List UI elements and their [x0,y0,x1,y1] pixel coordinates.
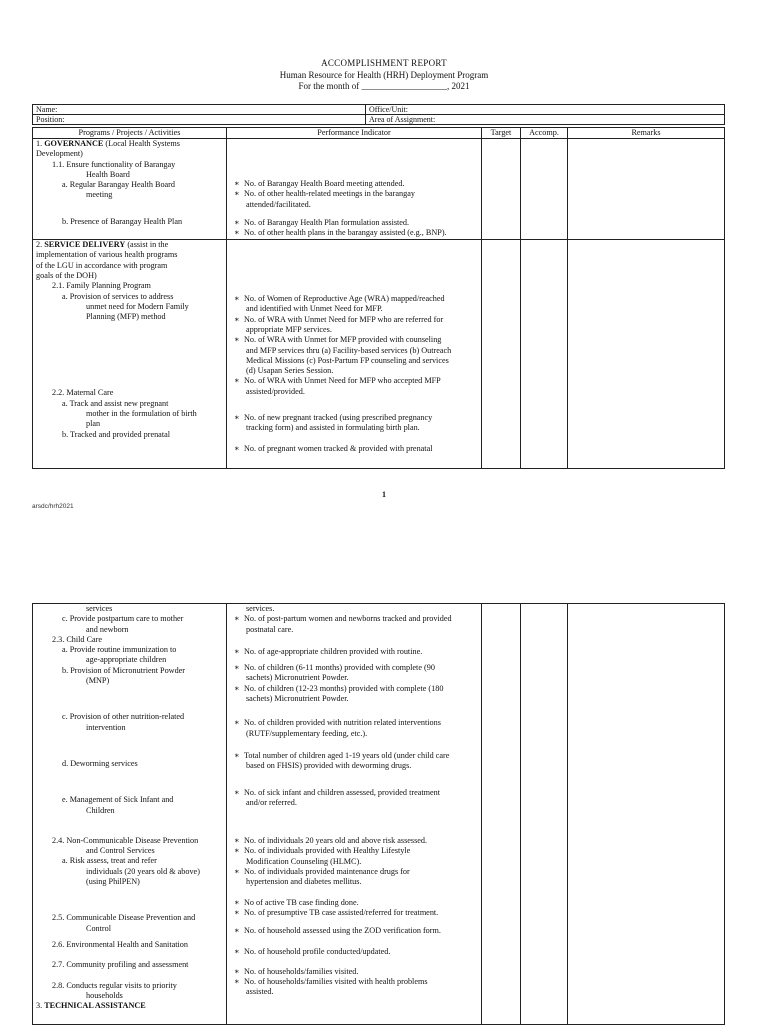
programs-cell [33,139,227,240]
program-heading [36,1001,223,1011]
remarks-cell [568,604,725,1025]
spacer [36,901,223,913]
program-line: (using PhilPEN) [86,877,140,887]
indicator-line: sachets) Micronutrient Powder. [246,694,349,704]
program-line: e. Management of Sick Infant and [62,795,174,805]
program-line: 2.7. Community profiling and assessment [52,960,189,970]
spacer [36,733,223,747]
position-field: Position: [33,115,366,125]
program-line: 1.1. Ensure functionality of Barangay [52,159,176,169]
accomp-cell [521,139,568,240]
programs-cell [33,604,227,1025]
program-line: Control [86,923,112,933]
spacer [230,254,478,268]
indicator-line: postnatal care. [246,624,294,634]
spacer [36,336,223,350]
heading-bold: SERVICE DELIVERY [44,240,126,250]
target-cell [482,240,521,469]
program-line: c. Provision of other nutrition-related [62,712,185,722]
indicator-line: ∗ No of active TB case finding done. [230,898,478,908]
program-line: mother in the formulation of birth [86,409,197,419]
program-line: 2.8. Conducts regular visits to priority [52,980,177,990]
indicators-cell [227,240,482,469]
spacer [36,769,223,783]
indicator-line: ∗ No. of Barangay Health Board meeting attended. [230,179,478,189]
indicator-line: ∗ No. of household profile conducted/updated. [230,947,478,957]
footer-code: arsdc/hrh2021 [32,503,74,510]
spacer [36,378,223,388]
indicator-line: and identified with Unmet Need for MFP. [246,304,383,314]
table-row [33,139,725,240]
area-field: Area of Assignment: [366,115,725,125]
spacer [230,739,478,751]
accomp-cell [521,240,568,469]
col-programs: Programs / Projects / Activities [33,128,227,139]
indicator-line: and/or referred. [246,797,297,807]
indicator-line: Medical Missions (c) Post-Partum FP counseling and services [246,355,449,365]
page-gap [0,520,768,600]
program-line: Planning (MFP) method [86,312,166,322]
indicator-line: ∗ No. of WRA with Unmet Need for MFP who accepted MFP [230,376,478,386]
program-line: goals of the DOH) [36,270,97,280]
spacer [36,700,223,712]
heading-rest: (Local Health Systems [103,139,180,148]
program-line: 2.3. Child Care [52,634,103,644]
spacer [230,282,478,294]
program-line: Children [86,805,115,815]
indicator-line: ∗ No. of WRA with Unmet Need for MFP who are referred for [230,315,478,325]
program-line: implementation of various health programs [36,250,178,260]
spacer [230,957,478,967]
program-line: unmet need for Modern Family [86,301,189,311]
program-line: services [86,604,113,613]
indicator-line: ∗ No. of WRA with Unmet for MFP provided with counseling [230,335,478,345]
spacer [36,201,223,217]
col-target: Target [482,128,521,139]
indicator-line: ∗ No. of pregnant women tracked & provided with prenatal [230,444,478,454]
program-name: Human Resource for Health (HRH) Deployment Program [279,70,489,80]
table-row [33,604,725,1025]
indicator-line: based on FHSIS) provided with deworming drugs. [246,761,412,771]
spacer [36,816,223,830]
program-line: 2.5. Communicable Disease Prevention and [52,913,196,923]
indicator-line: ∗ No. of households/families visited. [230,967,478,977]
spacer [230,240,478,254]
spacer [36,227,223,239]
office-field: Office/Unit: [366,105,725,115]
target-cell [482,604,521,1025]
indicator-line: and MFP services thru (a) Facility-based services (b) Outreach [246,345,452,355]
spacer [36,950,223,960]
spacer [230,635,478,647]
spacer [230,167,478,179]
program-line: individuals (20 years old & above) [86,866,200,876]
page-two [0,600,768,1024]
indicator-line: ∗ No. of children provided with nutrition related interventions [230,718,478,728]
indicator-line: assisted. [246,987,274,997]
program-line: b. Provision of Micronutrient Powder [62,665,186,675]
spacer [36,783,223,795]
spacer [36,971,223,981]
indicator-line: ∗ No. of individuals 20 years old and above risk assessed. [230,836,478,846]
spacer [36,747,223,759]
col-remarks: Remarks [568,128,725,139]
table-header-row [33,128,725,139]
remarks-cell [568,139,725,240]
program-line: and newborn [86,624,129,634]
program-line: of the LGU in accordance with program [36,260,168,270]
program-line: 2.6. Environmental Health and Sanitation [52,939,188,949]
program-line: age-appropriate children [86,655,167,665]
indicator-line: ∗ No. of individuals provided maintenance drugs for [230,867,478,877]
indicator-line: ∗ No. of presumptive TB case assisted/referred for treatment. [230,908,478,918]
spacer [36,350,223,364]
indicator-line: ∗ Total number of children aged 1-19 years old (under child care [230,751,478,761]
program-line: c. Provide postpartum care to mother [62,614,184,624]
programs-cell [33,240,227,469]
spacer [230,139,478,153]
indicator-line: ∗ No. of household assessed using the ZOD verification form. [230,926,478,936]
employee-info-table [32,104,725,125]
col-accomp: Accomp. [521,128,568,139]
page-number: 1 [382,490,386,499]
program-line: b. Tracked and provided prenatal [62,429,170,439]
heading-rest: (assist in the [125,240,169,250]
heading-number: 1. [36,139,45,148]
spacer [36,322,223,336]
indicator-line: hypertension and diabetes mellitus. [246,877,362,887]
indicator-line: ∗ No. of children (6-11 months) provided with complete (90 [230,663,478,673]
indicator-line: attended/facilitated. [246,199,311,209]
program-line: intervention [86,722,126,732]
spacer [230,397,478,413]
program-line: a. Track and assist new pregnant [62,398,169,408]
remarks-cell [568,240,725,469]
program-line: households [86,990,123,1000]
spacer [36,686,223,700]
spacer [230,772,478,788]
indicator-line: services. [246,604,275,613]
accomp-cell [521,604,568,1025]
report-title: ACCOMPLISHMENT REPORT [321,58,447,68]
program-line: plan [86,419,101,429]
spacer [36,364,223,378]
indicator-line: sachets) Micronutrient Powder. [246,673,349,683]
indicator-line: ∗ No. of other health plans in the barangay assisted (e.g., BNP). [230,228,478,238]
spacer [230,808,478,824]
accomplishment-table [32,127,725,469]
indicator-line: ∗ No. of other health-related meetings in the barangay [230,189,478,199]
spacer [230,210,478,218]
spacer [230,937,478,947]
indicator-line: ∗ No. of households/families visited with health problems [230,977,478,987]
spacer [230,434,478,444]
program-heading [36,240,223,250]
heading-bold: GOVERNANCE [44,139,104,148]
program-line: and Control Services [86,846,155,856]
indicator-line: (d) Usapan Series Session. [246,366,334,376]
indicators-cell [227,604,482,1025]
indicator-line: ∗ No. of new pregnant tracked (using prescribed pregnancy [230,413,478,423]
spacer [230,704,478,718]
table-row [33,240,725,469]
program-line: a. Provision of services to address [62,291,174,301]
indicator-line: ∗ No. of sick infant and children assessed, provided treatment [230,788,478,798]
indicator-line: ∗ No. of age-appropriate children provided with routine. [230,647,478,657]
indicator-line: ∗ No. of Barangay Health Plan formulation assisted. [230,218,478,228]
program-line: a. Provide routine immunization to [62,645,177,655]
accomplishment-table-continued [32,603,725,1025]
program-line: a. Risk assess, treat and refer [62,856,157,866]
program-line: b. Presence of Barangay Health Plan [62,216,183,226]
indicator-line: assisted/provided. [246,386,305,396]
heading-bold: TECHNICAL ASSISTANCE [44,1001,146,1011]
indicator-line: ∗ No. of individuals provided with Healthy Lifestyle [230,846,478,856]
indicator-line: ∗ No. of children (12-23 months) provided with complete (180 [230,684,478,694]
program-line: Health Board [86,169,130,179]
name-field: Name: [33,105,366,115]
program-line: a. Regular Barangay Health Board [62,180,175,190]
indicator-line: Modification Counseling (HLMC). [246,856,362,866]
program-line: Development) [36,149,83,159]
spacer [230,268,478,282]
spacer [230,918,478,926]
heading-number: 2. [36,240,45,250]
heading-number: 3. [36,1001,45,1011]
program-heading [36,139,223,149]
indicator-line: appropriate MFP services. [246,324,332,334]
spacer [36,887,223,901]
program-line: (MNP) [86,676,110,686]
indicator-line: ∗ No. of post-partum women and newborns tracked and provided [230,614,478,624]
program-line: 2.4. Non-Communicable Disease Prevention [52,835,199,845]
program-line: 2.2. Maternal Care [52,388,114,398]
indicator-line: (RUTF/supplementary feeding, etc.). [246,728,368,738]
indicators-cell [227,139,482,240]
indicator-line: ∗ No. of Women of Reproductive Age (WRA) mapped/reached [230,294,478,304]
spacer [230,824,478,836]
indicator-line: tracking form) and assisted in formulating birth plan. [246,423,420,433]
spacer [230,888,478,898]
col-indicator: Performance Indicator [227,128,482,139]
spacer [230,153,478,167]
report-month: For the month of ___________________, 2021 [298,81,470,91]
target-cell [482,139,521,240]
program-line: meeting [86,190,113,200]
program-line: 2.1. Family Planning Program [52,281,151,291]
program-line: d. Deworming services [62,758,138,768]
